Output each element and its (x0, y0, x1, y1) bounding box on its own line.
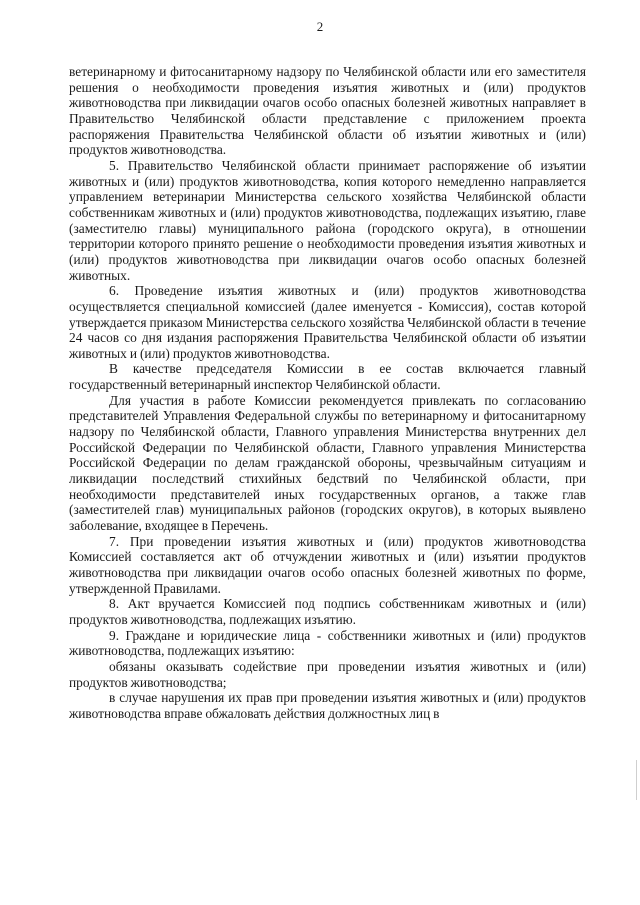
paragraph-item-9-duty: обязаны оказывать содействие при проведении изъятия животных и (или) продуктов животноводства; (69, 658, 586, 690)
scan-edge-mark (636, 760, 637, 800)
paragraph-continuation: ветеринарному и фитосанитарному надзору по Челябинской области или его заместителя решения о необходимости проведения изъятия животных и (или) продуктов животноводства при ликвидации очагов особо опасных болезней животных направляет в Правительство Челябинской области представление с приложением проекта распоряжения Правительства Челябинской области об изъятии животных и (или) продуктов животноводства. (69, 64, 586, 158)
page-number: 2 (316, 19, 324, 34)
paragraph-item-8: 8. Акт вручается Комиссией под подпись собственникам животных и (или) продуктов животноводства, подлежащих изъятию. (69, 596, 586, 627)
document-body (69, 64, 586, 722)
paragraph-item-9: 9. Граждане и юридические лица - собственники животных и (или) продуктов животноводства, подлежащих изъятию: (69, 627, 586, 659)
paragraph-item-6-chair: В качестве председателя Комиссии в ее состав включается главный государственный ветеринарный инспектор Челябинской области. (69, 361, 586, 393)
paragraph-item-5: 5. Правительство Челябинской области принимает распоряжение об изъятии животных и (или) продуктов животноводства, копия которого немедленно направляется управлением ветеринарии Министерства сельского хозяйства Челябинской области собственникам животных и (или) продуктов животноводства, подлежащих изъятию, главе (заместителю главы) муниципального района (городского округа), в отношении территории которого принято решение о необходимости проведения изъятия животных и (или) продуктов животноводства при ликвидации очагов особо опасных болезней животных. (69, 157, 586, 283)
paragraph-item-7: 7. При проведении изъятия животных и (или) продуктов животноводства Комиссией составляется акт об отчуждении животных и (или) изъятии продуктов животноводства при ликвидации очагов особо опасных болезней животных по форме, утвержденной Правилами. (69, 533, 586, 596)
paragraph-item-6-participants: Для участия в работе Комиссии рекомендуется привлекать по согласованию представителей Управления Федеральной службы по ветеринарному и фитосанитарному надзору по Челябинской области, Главного управления Министерства внутренних дел Российской Федерации по Челябинской области, Главного управления Министерства Российской Федерации по делам гражданской обороны, чрезвычайным ситуациям и ликвидации последствий стихийных бедствий по Челябинской области, при необходимости представителей иных государственных органов, а также глав (заместителей глав) муниципальных районов (городских округов), в которых выявлено заболевание, входящее в Перечень. (69, 392, 586, 534)
paragraph-item-9-rights: в случае нарушения их прав при проведении изъятия животных и (или) продуктов животноводства вправе обжаловать действия должностных лиц в (69, 690, 586, 721)
paragraph-item-6: 6. Проведение изъятия животных и (или) продуктов животноводства осуществляется специальной комиссией (далее именуется - Комиссия), состав которой утверждается приказом Министерства сельского хозяйства Челябинской области в течение 24 часов со дня издания распоряжения Правительства Челябинской области об изъятии животных и (или) продуктов животноводства. (69, 283, 586, 361)
